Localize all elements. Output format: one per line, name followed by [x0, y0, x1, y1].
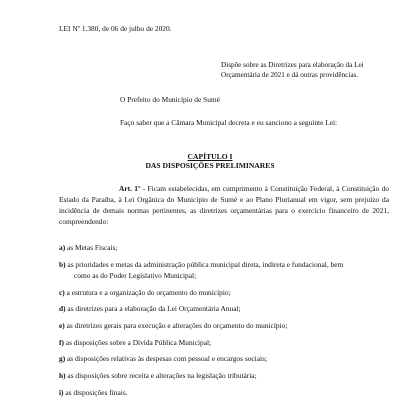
list-item — [59, 303, 389, 314]
list-item — [59, 259, 389, 281]
summary-line: Dispõe sobre as Diretrizes para elaboração da Lei — [221, 61, 364, 69]
chapter-heading — [0, 152, 420, 171]
list-item — [59, 242, 389, 253]
list-item — [59, 337, 389, 348]
item-text: as diretrizes gerais para execução e alterações do orçamento do município; — [64, 320, 288, 330]
item-letter: d) — [59, 304, 66, 314]
chapter-label: CAPÍTULO I — [187, 152, 233, 161]
article-items-list — [59, 242, 389, 403]
chapter-title: DAS DISPOSIÇÕES PRELIMINARES — [145, 161, 275, 171]
law-summary — [221, 60, 391, 81]
item-text: as disposições finais. — [63, 387, 128, 397]
item-text: as disposições sobre a Dívida Pública Municipal; — [63, 337, 212, 347]
item-text: as Metas Fiscais; — [65, 243, 118, 252]
item-letter: g) — [59, 354, 66, 364]
list-item — [59, 287, 389, 298]
item-letter: c) — [59, 287, 65, 297]
preamble-enactment: Faço saber que a Câmara Municipal decreta e eu sanciono a seguinte Lei: — [120, 118, 338, 127]
preamble-mayor: O Prefeito do Município de Sumé — [120, 95, 220, 104]
item-text: as prioridades e metas da administração pública municipal direta, indireta e fundacional, bem — [65, 259, 344, 269]
article-lead: Art. 1º — [119, 184, 141, 193]
item-letter: e) — [59, 320, 65, 330]
item-text: as disposições sobre receita e alterações na legislação tributária; — [65, 371, 257, 381]
law-header: LEI Nº 1.380, de 06 de julho de 2020. — [59, 24, 172, 33]
item-text: as disposições relativas às despesas com pessoal e encargos sociais; — [65, 354, 267, 364]
item-letter: f) — [59, 337, 64, 347]
item-letter: a) — [59, 243, 66, 252]
item-text: as diretrizes para a elaboração da Lei Orçamentária Anual; — [65, 304, 241, 314]
item-letter: h) — [59, 371, 66, 381]
item-letter: b) — [59, 259, 66, 269]
list-item — [59, 370, 389, 381]
item-text: a estrutura e a organização do orçamento do município; — [64, 287, 231, 297]
list-item — [59, 387, 389, 398]
list-item — [59, 353, 389, 364]
item-text-continued: como as do Poder Legislativo Municipal; — [74, 270, 197, 280]
summary-line: Orçamentária de 2021 e dá outras providências. — [221, 71, 359, 80]
article-1 — [59, 183, 389, 227]
article-text: - Ficam estabelecidas, em cumprimento à Constituição Federal, à Constituição do Estado da Paraíba, à Lei Orgânica do Município de Sumé e ao Plano Plurianual em vigor, sem prejuízo da incidência de demais normas pertinentes, as diretrizes orçamentárias para o exercício financeiro de 2021, compreendendo: — [59, 184, 389, 227]
list-item — [59, 320, 389, 331]
item-letter: i) — [59, 387, 64, 397]
